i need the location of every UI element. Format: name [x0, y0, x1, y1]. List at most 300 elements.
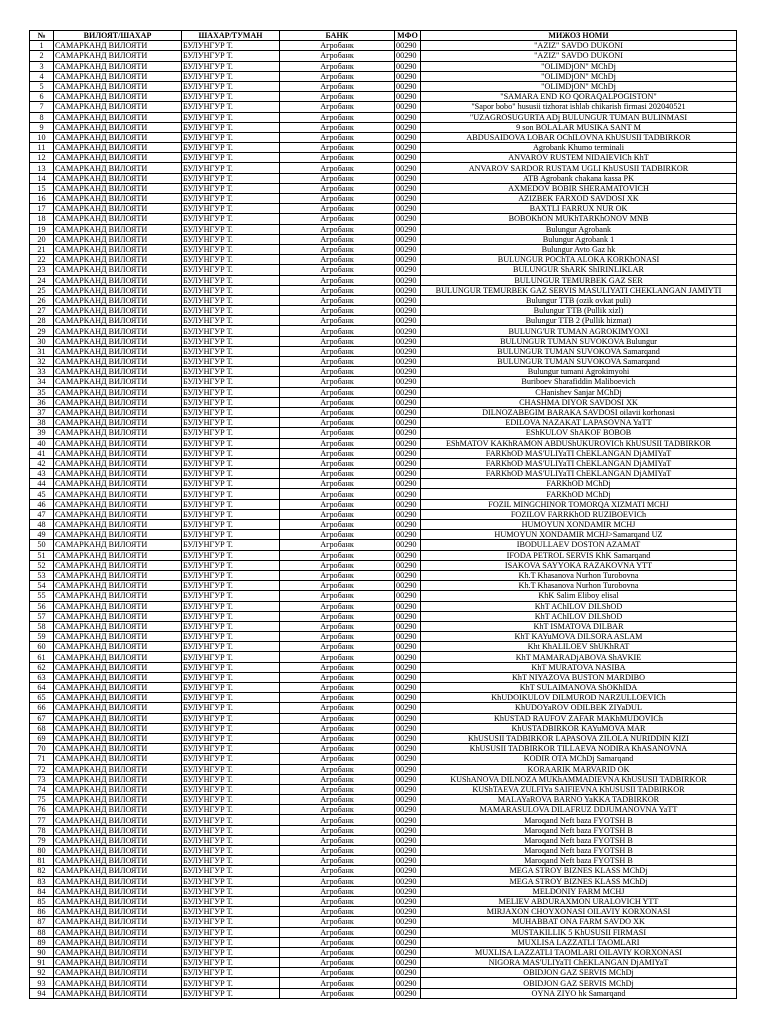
- bank-cell: Агробанк: [280, 377, 395, 387]
- table-row: [30, 377, 737, 387]
- city-cell: БУЛУНГУР Т.: [182, 163, 280, 173]
- client-name-cell: KhT MAMARADjABOVA ShAVKIE: [421, 652, 737, 662]
- region-cell: САМАРКАНД ВИЛОЯТИ: [54, 469, 182, 479]
- row-number-cell: 64: [30, 683, 54, 693]
- client-name-cell: Bulungur TTB (ozik ovkat puli): [421, 295, 737, 305]
- bank-cell: Агробанк: [280, 754, 395, 764]
- city-cell: БУЛУНГУР Т.: [182, 92, 280, 102]
- city-cell: БУЛУНГУР Т.: [182, 499, 280, 509]
- client-name-cell: KUShANOVA DILNOZA MUKhAMMADIEVNA KhUSUSII TADBIRKOR: [421, 774, 737, 784]
- table-row: [30, 428, 737, 438]
- table-row: [30, 214, 737, 224]
- row-number-cell: 92: [30, 968, 54, 978]
- bank-cell: Агробанк: [280, 479, 395, 489]
- row-number-cell: 79: [30, 835, 54, 845]
- table-row: [30, 163, 737, 173]
- mfo-cell: 00290: [395, 642, 421, 652]
- bank-cell: Агробанк: [280, 102, 395, 112]
- mfo-cell: 00290: [395, 876, 421, 886]
- table-row: [30, 255, 737, 265]
- bank-cell: Агробанк: [280, 143, 395, 153]
- table-row: [30, 937, 737, 947]
- row-number-cell: 77: [30, 815, 54, 825]
- row-number-cell: 30: [30, 336, 54, 346]
- bank-cell: Агробанк: [280, 530, 395, 540]
- bank-cell: Агробанк: [280, 560, 395, 570]
- region-cell: САМАРКАНД ВИЛОЯТИ: [54, 723, 182, 733]
- client-name-cell: OBIDJON GAZ SERVIS MChDj: [421, 968, 737, 978]
- table-row: [30, 306, 737, 316]
- bank-cell: Агробанк: [280, 835, 395, 845]
- bank-cell: Агробанк: [280, 71, 395, 81]
- client-name-cell: EShKULOV ShAKOF BOBOB: [421, 428, 737, 438]
- bank-cell: Агробанк: [280, 805, 395, 815]
- row-number-cell: 25: [30, 285, 54, 295]
- header-mfo: МФО: [395, 31, 421, 41]
- bank-cell: Агробанк: [280, 652, 395, 662]
- mfo-cell: 00290: [395, 540, 421, 550]
- row-number-cell: 7: [30, 102, 54, 112]
- city-cell: БУЛУНГУР Т.: [182, 438, 280, 448]
- city-cell: БУЛУНГУР Т.: [182, 846, 280, 856]
- table-row: [30, 112, 737, 122]
- region-cell: САМАРКАНД ВИЛОЯТИ: [54, 754, 182, 764]
- row-number-cell: 33: [30, 367, 54, 377]
- client-name-cell: FARKhOD MAS'ULIYaTI ChEKLANGAN DjAMIYaT: [421, 469, 737, 479]
- region-cell: САМАРКАНД ВИЛОЯТИ: [54, 815, 182, 825]
- mfo-cell: 00290: [395, 51, 421, 61]
- table-row: [30, 581, 737, 591]
- client-name-cell: FOZIL MINGCHINOR TOMORQA XIZMATI MCHJ: [421, 499, 737, 509]
- mfo-cell: 00290: [395, 448, 421, 458]
- client-name-cell: BAXTLI FARRUX NUR OK: [421, 204, 737, 214]
- row-number-cell: 8: [30, 112, 54, 122]
- bank-cell: Агробанк: [280, 693, 395, 703]
- city-cell: БУЛУНГУР Т.: [182, 377, 280, 387]
- table-row: [30, 81, 737, 91]
- client-name-cell: HUMOYUN XONDAMIR MCHJ>Samarqand UZ: [421, 530, 737, 540]
- client-name-cell: KhUSTADBIRKOR KAYuMOVA MAR: [421, 723, 737, 733]
- client-name-cell: OBIDJON GAZ SERVIS MChDj: [421, 978, 737, 988]
- table-row: [30, 499, 737, 509]
- region-cell: САМАРКАНД ВИЛОЯТИ: [54, 509, 182, 519]
- table-row: [30, 621, 737, 631]
- mfo-cell: 00290: [395, 407, 421, 417]
- client-name-cell: MELIEV ABDURAXMON URALOVICH YTT: [421, 896, 737, 906]
- mfo-cell: 00290: [395, 805, 421, 815]
- row-number-cell: 62: [30, 662, 54, 672]
- city-cell: БУЛУНГУР Т.: [182, 907, 280, 917]
- row-number-cell: 88: [30, 927, 54, 937]
- region-cell: САМАРКАНД ВИЛОЯТИ: [54, 61, 182, 71]
- row-number-cell: 78: [30, 825, 54, 835]
- bank-cell: Агробанк: [280, 214, 395, 224]
- mfo-cell: 00290: [395, 632, 421, 642]
- mfo-cell: 00290: [395, 560, 421, 570]
- client-name-cell: ABDUSAIDOVA LOBAR OChILOVNA KhUSUSII TADBIRKOR: [421, 132, 737, 142]
- bank-cell: Агробанк: [280, 520, 395, 530]
- bank-cell: Агробанк: [280, 306, 395, 316]
- header-row: [30, 31, 737, 41]
- client-name-cell: "OLIMDjON" MChDj: [421, 81, 737, 91]
- bank-cell: Агробанк: [280, 438, 395, 448]
- city-cell: БУЛУНГУР Т.: [182, 662, 280, 672]
- mfo-cell: 00290: [395, 611, 421, 621]
- client-name-cell: KUShTAEVA ZULFIYa SAIFIEVNA KhUSUSII TADBIRKOR: [421, 784, 737, 794]
- city-cell: БУЛУНГУР Т.: [182, 886, 280, 896]
- bank-cell: Агробанк: [280, 132, 395, 142]
- mfo-cell: 00290: [395, 723, 421, 733]
- bank-cell: Агробанк: [280, 733, 395, 743]
- bank-cell: Агробанк: [280, 662, 395, 672]
- bank-cell: Агробанк: [280, 907, 395, 917]
- mfo-cell: 00290: [395, 856, 421, 866]
- mfo-cell: 00290: [395, 764, 421, 774]
- client-name-cell: FOZILOV FARRKhOD RUZIBOEVICh: [421, 509, 737, 519]
- city-cell: БУЛУНГУР Т.: [182, 418, 280, 428]
- table-row: [30, 947, 737, 957]
- region-cell: САМАРКАНД ВИЛОЯТИ: [54, 357, 182, 367]
- client-name-cell: CHanishev Sanjar MChDj: [421, 387, 737, 397]
- table-row: [30, 397, 737, 407]
- city-cell: БУЛУНГУР Т.: [182, 520, 280, 530]
- mfo-cell: 00290: [395, 499, 421, 509]
- city-cell: БУЛУНГУР Т.: [182, 71, 280, 81]
- bank-cell: Агробанк: [280, 367, 395, 377]
- client-name-cell: FARKhOD MChDj: [421, 489, 737, 499]
- mfo-cell: 00290: [395, 835, 421, 845]
- region-cell: САМАРКАНД ВИЛОЯТИ: [54, 642, 182, 652]
- header-bank: БАНК: [280, 31, 395, 41]
- row-number-cell: 3: [30, 61, 54, 71]
- region-cell: САМАРКАНД ВИЛОЯТИ: [54, 479, 182, 489]
- client-name-cell: 9 son BOLALAR MUSIKA SANT M: [421, 122, 737, 132]
- bank-cell: Агробанк: [280, 540, 395, 550]
- table-row: [30, 224, 737, 234]
- region-cell: САМАРКАНД ВИЛОЯТИ: [54, 102, 182, 112]
- table-row: [30, 387, 737, 397]
- row-number-cell: 26: [30, 295, 54, 305]
- bank-cell: Агробанк: [280, 234, 395, 244]
- client-name-cell: BULUNGUR POChTA ALOKA KORKhONASI: [421, 255, 737, 265]
- city-cell: БУЛУНГУР Т.: [182, 255, 280, 265]
- row-number-cell: 35: [30, 387, 54, 397]
- city-cell: БУЛУНГУР Т.: [182, 132, 280, 142]
- region-cell: САМАРКАНД ВИЛОЯТИ: [54, 570, 182, 580]
- table-row: [30, 509, 737, 519]
- table-body: [30, 41, 737, 999]
- city-cell: БУЛУНГУР Т.: [182, 754, 280, 764]
- city-cell: БУЛУНГУР Т.: [182, 642, 280, 652]
- header-city: ШАХАР/ТУМАН: [182, 31, 280, 41]
- bank-cell: Агробанк: [280, 244, 395, 254]
- table-row: [30, 234, 737, 244]
- region-cell: САМАРКАНД ВИЛОЯТИ: [54, 846, 182, 856]
- table-row: [30, 173, 737, 183]
- city-cell: БУЛУНГУР Т.: [182, 275, 280, 285]
- row-number-cell: 37: [30, 407, 54, 417]
- bank-cell: Агробанк: [280, 418, 395, 428]
- table-row: [30, 326, 737, 336]
- city-cell: БУЛУНГУР Т.: [182, 927, 280, 937]
- table-row: [30, 265, 737, 275]
- city-cell: БУЛУНГУР Т.: [182, 917, 280, 927]
- mfo-cell: 00290: [395, 295, 421, 305]
- row-number-cell: 69: [30, 733, 54, 743]
- mfo-cell: 00290: [395, 224, 421, 234]
- row-number-cell: 72: [30, 764, 54, 774]
- city-cell: БУЛУНГУР Т.: [182, 937, 280, 947]
- city-cell: БУЛУНГУР Т.: [182, 601, 280, 611]
- row-number-cell: 2: [30, 51, 54, 61]
- city-cell: БУЛУНГУР Т.: [182, 41, 280, 51]
- bank-cell: Агробанк: [280, 173, 395, 183]
- table-row: [30, 896, 737, 906]
- mfo-cell: 00290: [395, 744, 421, 754]
- city-cell: БУЛУНГУР Т.: [182, 51, 280, 61]
- row-number-cell: 54: [30, 581, 54, 591]
- table-row: [30, 316, 737, 326]
- mfo-cell: 00290: [395, 387, 421, 397]
- table-row: [30, 71, 737, 81]
- city-cell: БУЛУНГУР Т.: [182, 805, 280, 815]
- bank-cell: Агробанк: [280, 255, 395, 265]
- table-row: [30, 194, 737, 204]
- row-number-cell: 1: [30, 41, 54, 51]
- client-name-cell: "Sapor bobo" hususii tizhorat ishlab chikarish firmasi 202040521: [421, 102, 737, 112]
- table-row: [30, 367, 737, 377]
- client-name-cell: Kht KhALILOEV ShUKhRAT: [421, 642, 737, 652]
- city-cell: БУЛУНГУР Т.: [182, 958, 280, 968]
- city-cell: БУЛУНГУР Т.: [182, 866, 280, 876]
- bank-cell: Агробанк: [280, 846, 395, 856]
- table-row: [30, 764, 737, 774]
- city-cell: БУЛУНГУР Т.: [182, 204, 280, 214]
- region-cell: САМАРКАНД ВИЛОЯТИ: [54, 163, 182, 173]
- table-row: [30, 122, 737, 132]
- mfo-cell: 00290: [395, 214, 421, 224]
- city-cell: БУЛУНГУР Т.: [182, 387, 280, 397]
- row-number-cell: 11: [30, 143, 54, 153]
- mfo-cell: 00290: [395, 418, 421, 428]
- mfo-cell: 00290: [395, 886, 421, 896]
- bank-cell: Агробанк: [280, 357, 395, 367]
- bank-cell: Агробанк: [280, 509, 395, 519]
- table-row: [30, 418, 737, 428]
- city-cell: БУЛУНГУР Т.: [182, 81, 280, 91]
- bank-cell: Агробанк: [280, 295, 395, 305]
- mfo-cell: 00290: [395, 367, 421, 377]
- table-row: [30, 672, 737, 682]
- bank-cell: Агробанк: [280, 978, 395, 988]
- row-number-cell: 84: [30, 886, 54, 896]
- region-cell: САМАРКАНД ВИЛОЯТИ: [54, 367, 182, 377]
- mfo-cell: 00290: [395, 947, 421, 957]
- table-row: [30, 336, 737, 346]
- city-cell: БУЛУНГУР Т.: [182, 326, 280, 336]
- city-cell: БУЛУНГУР Т.: [182, 346, 280, 356]
- bank-cell: Агробанк: [280, 683, 395, 693]
- client-name-cell: Bulungur Agrobank: [421, 224, 737, 234]
- mfo-cell: 00290: [395, 774, 421, 784]
- mfo-cell: 00290: [395, 316, 421, 326]
- mfo-cell: 00290: [395, 846, 421, 856]
- region-cell: САМАРКАНД ВИЛОЯТИ: [54, 560, 182, 570]
- client-name-cell: MEGA STROY BIZNES KLASS MChDj: [421, 866, 737, 876]
- mfo-cell: 00290: [395, 703, 421, 713]
- table-row: [30, 469, 737, 479]
- city-cell: БУЛУНГУР Т.: [182, 183, 280, 193]
- mfo-cell: 00290: [395, 795, 421, 805]
- table-row: [30, 693, 737, 703]
- mfo-cell: 00290: [395, 255, 421, 265]
- table-row: [30, 438, 737, 448]
- table-row: [30, 662, 737, 672]
- mfo-cell: 00290: [395, 784, 421, 794]
- mfo-cell: 00290: [395, 988, 421, 998]
- bank-cell: Агробанк: [280, 163, 395, 173]
- region-cell: САМАРКАНД ВИЛОЯТИ: [54, 784, 182, 794]
- bank-cell: Агробанк: [280, 407, 395, 417]
- client-name-cell: IFODA PETROL SERVIS KhK Samarqand: [421, 550, 737, 560]
- mfo-cell: 00290: [395, 306, 421, 316]
- client-name-cell: MIRJAXON CHOYXONASI OILAVIY KORXONASI: [421, 907, 737, 917]
- city-cell: БУЛУНГУР Т.: [182, 621, 280, 631]
- client-name-cell: "UZAGROSUGURTA ADj BULUNGUR TUMAN BULINMASI: [421, 112, 737, 122]
- client-name-cell: MELDONIY FARM MCHJ: [421, 886, 737, 896]
- region-cell: САМАРКАНД ВИЛОЯТИ: [54, 244, 182, 254]
- row-number-cell: 21: [30, 244, 54, 254]
- region-cell: САМАРКАНД ВИЛОЯТИ: [54, 214, 182, 224]
- mfo-cell: 00290: [395, 41, 421, 51]
- region-cell: САМАРКАНД ВИЛОЯТИ: [54, 428, 182, 438]
- bank-cell: Агробанк: [280, 611, 395, 621]
- city-cell: БУЛУНГУР Т.: [182, 316, 280, 326]
- table-row: [30, 876, 737, 886]
- bank-cell: Агробанк: [280, 876, 395, 886]
- row-number-cell: 47: [30, 509, 54, 519]
- spreadsheet: [29, 30, 736, 999]
- city-cell: БУЛУНГУР Т.: [182, 947, 280, 957]
- table-row: [30, 357, 737, 367]
- region-cell: САМАРКАНД ВИЛОЯТИ: [54, 530, 182, 540]
- bank-cell: Агробанк: [280, 224, 395, 234]
- region-cell: САМАРКАНД ВИЛОЯТИ: [54, 693, 182, 703]
- row-number-cell: 15: [30, 183, 54, 193]
- mfo-cell: 00290: [395, 978, 421, 988]
- row-number-cell: 85: [30, 896, 54, 906]
- city-cell: БУЛУНГУР Т.: [182, 407, 280, 417]
- row-number-cell: 65: [30, 693, 54, 703]
- table-row: [30, 683, 737, 693]
- city-cell: БУЛУНГУР Т.: [182, 744, 280, 754]
- city-cell: БУЛУНГУР Т.: [182, 540, 280, 550]
- client-name-cell: ANVAROV RUSTEM NIDAIEVICh KhT: [421, 153, 737, 163]
- row-number-cell: 24: [30, 275, 54, 285]
- region-cell: САМАРКАНД ВИЛОЯТИ: [54, 265, 182, 275]
- mfo-cell: 00290: [395, 907, 421, 917]
- city-cell: БУЛУНГУР Т.: [182, 570, 280, 580]
- row-number-cell: 20: [30, 234, 54, 244]
- mfo-cell: 00290: [395, 672, 421, 682]
- bank-cell: Агробанк: [280, 866, 395, 876]
- region-cell: САМАРКАНД ВИЛОЯТИ: [54, 683, 182, 693]
- region-cell: САМАРКАНД ВИЛОЯТИ: [54, 835, 182, 845]
- client-name-cell: KhT MURATOVA NASIBA: [421, 662, 737, 672]
- header-client: МИЖОЗ НОМИ: [421, 31, 737, 41]
- client-name-cell: DILNOZABEGIM BARAKA SAVDOSI oilavii korhonasi: [421, 407, 737, 417]
- row-number-cell: 59: [30, 632, 54, 642]
- client-name-cell: "AZIZ" SAVDO DUKONI: [421, 41, 737, 51]
- table-row: [30, 153, 737, 163]
- mfo-cell: 00290: [395, 173, 421, 183]
- row-number-cell: 27: [30, 306, 54, 316]
- mfo-cell: 00290: [395, 479, 421, 489]
- city-cell: БУЛУНГУР Т.: [182, 835, 280, 845]
- region-cell: САМАРКАНД ВИЛОЯТИ: [54, 448, 182, 458]
- row-number-cell: 34: [30, 377, 54, 387]
- mfo-cell: 00290: [395, 265, 421, 275]
- mfo-cell: 00290: [395, 346, 421, 356]
- row-number-cell: 82: [30, 866, 54, 876]
- row-number-cell: 89: [30, 937, 54, 947]
- client-name-cell: KhUDOIKULOV DILMUROD NARZULLOEVICh: [421, 693, 737, 703]
- row-number-cell: 39: [30, 428, 54, 438]
- region-cell: САМАРКАНД ВИЛОЯТИ: [54, 173, 182, 183]
- city-cell: БУЛУНГУР Т.: [182, 703, 280, 713]
- bank-cell: Агробанк: [280, 591, 395, 601]
- table-row: [30, 183, 737, 193]
- mfo-cell: 00290: [395, 143, 421, 153]
- city-cell: БУЛУНГУР Т.: [182, 560, 280, 570]
- table-row: [30, 550, 737, 560]
- client-name-cell: MUHABBAT ONA FARM SAVDO XK: [421, 917, 737, 927]
- region-cell: САМАРКАНД ВИЛОЯТИ: [54, 550, 182, 560]
- mfo-cell: 00290: [395, 397, 421, 407]
- client-name-cell: "SAMARA END KO QORAQALPOGISTON": [421, 92, 737, 102]
- bank-cell: Агробанк: [280, 336, 395, 346]
- client-name-cell: KhT SULAIMANOVA ShOKhIDA: [421, 683, 737, 693]
- city-cell: БУЛУНГУР Т.: [182, 795, 280, 805]
- mfo-cell: 00290: [395, 112, 421, 122]
- client-name-cell: EDILOVA NAZAKAT LAPASOVNA YaTT: [421, 418, 737, 428]
- client-name-cell: "AZIZ" SAVDO DUKONI: [421, 51, 737, 61]
- bank-cell: Агробанк: [280, 927, 395, 937]
- row-number-cell: 83: [30, 876, 54, 886]
- region-cell: САМАРКАНД ВИЛОЯТИ: [54, 204, 182, 214]
- client-name-cell: Bulungur TTB 2 (Pullik hizmat): [421, 316, 737, 326]
- client-name-cell: Kh.T Khasanova Nurhon Turobovna: [421, 581, 737, 591]
- table-row: [30, 846, 737, 856]
- city-cell: БУЛУНГУР Т.: [182, 428, 280, 438]
- city-cell: БУЛУНГУР Т.: [182, 214, 280, 224]
- mfo-cell: 00290: [395, 458, 421, 468]
- bank-cell: Агробанк: [280, 387, 395, 397]
- bank-cell: Агробанк: [280, 958, 395, 968]
- client-name-cell: BULUNGUR TEMURBEK GAZ SER: [421, 275, 737, 285]
- client-name-cell: KODIR OTA MChDj Samarqand: [421, 754, 737, 764]
- bank-cell: Агробанк: [280, 968, 395, 978]
- region-cell: САМАРКАНД ВИЛОЯТИ: [54, 988, 182, 998]
- client-name-cell: Maroqand Neft baza FYOTSH B: [421, 815, 737, 825]
- row-number-cell: 31: [30, 346, 54, 356]
- city-cell: БУЛУНГУР Т.: [182, 693, 280, 703]
- region-cell: САМАРКАНД ВИЛОЯТИ: [54, 438, 182, 448]
- region-cell: САМАРКАНД ВИЛОЯТИ: [54, 51, 182, 61]
- row-number-cell: 49: [30, 530, 54, 540]
- region-cell: САМАРКАНД ВИЛОЯТИ: [54, 856, 182, 866]
- row-number-cell: 58: [30, 621, 54, 631]
